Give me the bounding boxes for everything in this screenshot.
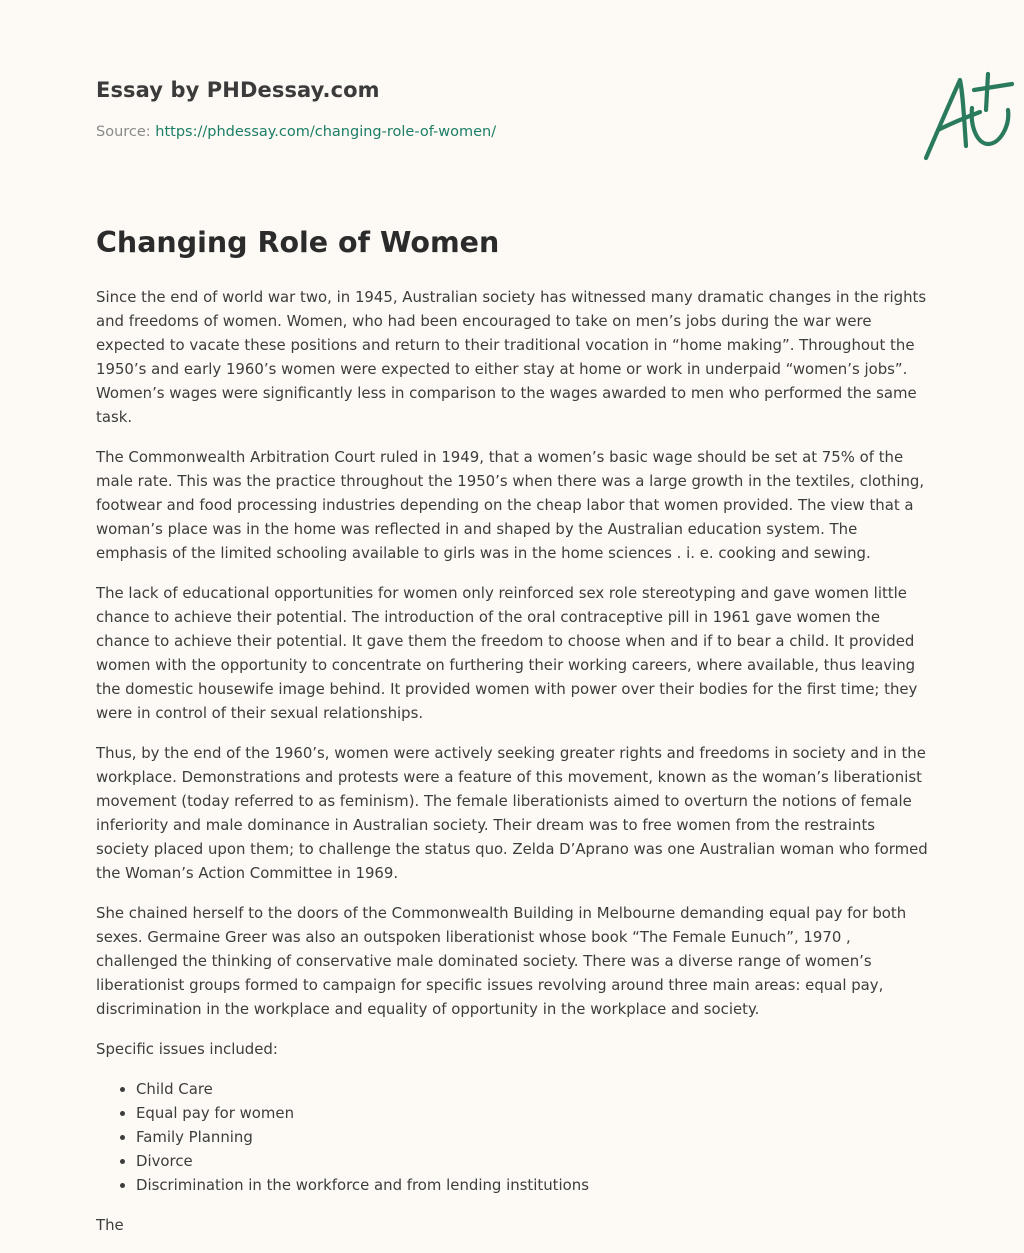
site-brand[interactable]: Essay by PHDessay.com [96,78,380,102]
source-line [96,124,496,140]
list-item: • Equal pay for women [136,1101,931,1125]
paragraph: The Commonwealth Arbitration Court ruled in 1949, that a women’s basic wage should be set at 75% of the male rate. This was the practice throughout the 1950’s when there was a large growth in the textiles, clothing, footwear and food processing industries depending on the cheap labor that women provided. The view that a woman’s place was in the home was reflected in and shaped by the Australian education system. The emphasis of the limited schooling available to girls was in the home sciences . i. e. cooking and sewing. [96,448,925,562]
list-item: • Divorce [136,1149,931,1173]
essay-title: Changing Role of Women [96,226,500,259]
paragraph: She chained herself to the doors of the Commonwealth Building in Melbourne demanding equal pay for both sexes. Germaine Greer was also an outspoken liberationist whose book “The Female Eunuch”, 1970 , challenged the thinking of conservative male dominated society. There was a diverse range of women’s liberationist groups formed to campaign for specific issues revolving around three main areas: equal pay, discrimination in the workplace and equality of opportunity in the workplace and society. [96,904,907,1018]
list-item: • Child Care [136,1077,931,1101]
list-item: • Family Planning [136,1125,931,1149]
source-label: Source: [96,124,156,140]
paragraph: Since the end of world war two, in 1945, Australian society has witnessed many dramatic changes in the rights and freedoms of women. Women, who had been encouraged to take on men’s jobs during the war were expected to vacate these positions and return to their traditional vocation in “home making”. Throughout the 1950’s and early 1960’s women were expected to either stay at home or work in underpaid “women’s jobs”. Women’s wages were significantly less in comparison to the wages awarded to men who performed the same task. [96,288,927,426]
paragraph-fragment: The [96,1216,124,1234]
a-plus-logo-icon [916,68,1016,164]
source-link[interactable]: https://phdessay.com/changing-role-of-women/ [155,124,497,140]
issues-list [96,1077,931,1197]
essay-body [96,285,931,1253]
paragraph: Specific issues included: [96,1040,278,1058]
paragraph: Thus, by the end of the 1960’s, women were actively seeking greater rights and freedoms in society and in the workplace. Demonstrations and protests were a feature of this movement, known as the woman’s liberationist movement (today referred to as feminism). The female liberationists aimed to overturn the notions of female inferiority and male dominance in Australian society. Their dream was to free women from the restraints society placed upon them; to challenge the status quo. Zelda D’Aprano was one Australian woman who formed the Woman’s Action Committee in 1969. [96,744,928,882]
list-item: • Discrimination in the workforce and from lending institutions [136,1173,931,1197]
paragraph: The lack of educational opportunities for women only reinforced sex role stereotyping and gave women little chance to achieve their potential. The introduction of the oral contraceptive pill in 1961 gave women the chance to achieve their potential. It gave them the freedom to choose when and if to bear a child. It provided women with the opportunity to concentrate on furthering their working careers, where available, thus leaving the domestic housewife image behind. It provided women with power over their bodies for the first time; they were in control of their sexual relationships. [96,584,918,722]
